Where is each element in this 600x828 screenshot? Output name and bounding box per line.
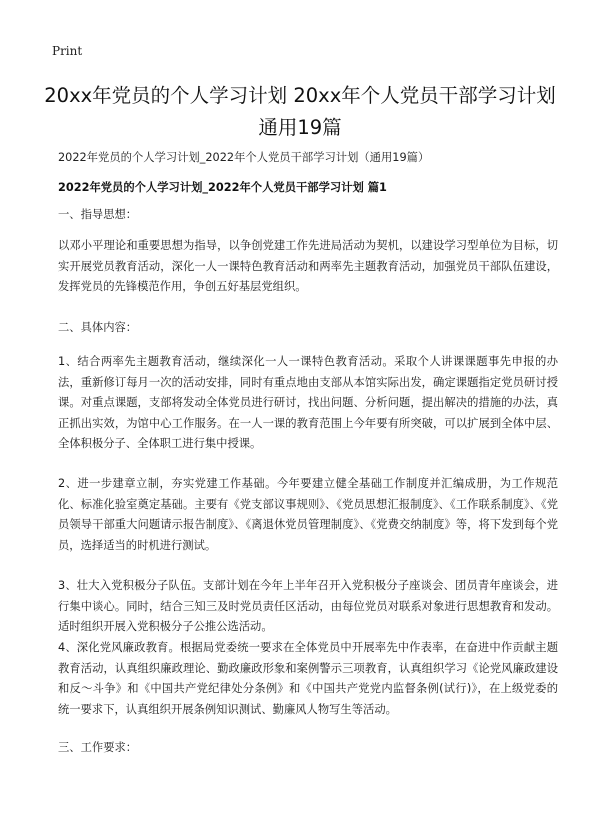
paragraph-item-3: 3、壮大入党积极分子队伍。支部计划在今年上半年召开入党积极分子座谈会、团员青年座谈会，进行集中谈心。同时，结合三知三及时党员责任区活动，由每位党员对联系对象进行思想教育和发动。适时组织开展入党积极分子公推公选活动。 <box>58 579 558 633</box>
paragraph-item-1: 1、结合两率先主题教育活动，继续深化一人一课特色教育活动。采取个人讲课课题事先申报的办法，重新修订每月一次的活动安排，同时有重点地由支部从本馆实际出发，确定课题指定党员研讨授课。对重点课题，支部将发动全体党员进行研讨，找出问题、分析问题，提出解决的措施的办法，真正抓出实效，为馆中心工作服务。在一人一课的教育范围上今年要有所突破，可以扩展到全体中层、全体积极分子、全体职工进行集中授课。 <box>58 355 558 450</box>
section-heading: 2022年党员的个人学习计划_2022年个人党员干部学习计划 篇1 <box>58 181 387 194</box>
heading-specific-content: 二、具体内容： <box>58 321 138 334</box>
heading-guiding-ideology: 一、指导思想： <box>58 208 138 221</box>
paragraph-item-2: 2、进一步建章立制，夯实党建工作基础。今年要建立健全基础工作制度并汇编成册，为工作规范化、标准化验室奠定基础。主要有《党支部议事规则》、《党员思想汇报制度》、《工作联系制度》、《党员领导干部重大问题请示报告制度》、《离退休党员管理制度》、《党费交纳制度》等，将下发到每个党员，选择适当的时机进行测试。 <box>58 477 558 552</box>
paragraph-item-4: 4、深化党风廉政教育。根据局党委统一要求在全体党员中开展率先中作表率，在奋进中作贡献主题教育活动，认真组织廉政理论、勤政廉政形象和案例警示三项教育，认真组织学习《论党风廉政建设和反～斗争》和《中国共产党纪律处分条例》和《中国共产党党内监督条例(试行)》，在上级党委的统一要求下，认真组织开展条例知识测试、勤廉风人物写生等活动。 <box>58 641 558 716</box>
document-title: 20xx年党员的个人学习计划 20xx年个人党员干部学习计划 通用19篇 <box>44 84 556 139</box>
heading-work-requirements: 三、工作要求： <box>58 741 138 754</box>
paragraph-guiding-ideology: 以邓小平理论和重要思想为指导，以争创党建工作先进局活动为契机，以建设学习型单位为目标，切实开展党员教育活动，深化一人一课特色教育活动和两率先主题教育活动，加强党员干部队伍建设，发挥党员的先锋模范作用，争创五好基层党组织。 <box>58 239 558 293</box>
print-label[interactable]: Print <box>52 44 83 58</box>
document-subtitle: 2022年党员的个人学习计划_2022年个人党员干部学习计划（通用19篇） <box>58 151 430 164</box>
